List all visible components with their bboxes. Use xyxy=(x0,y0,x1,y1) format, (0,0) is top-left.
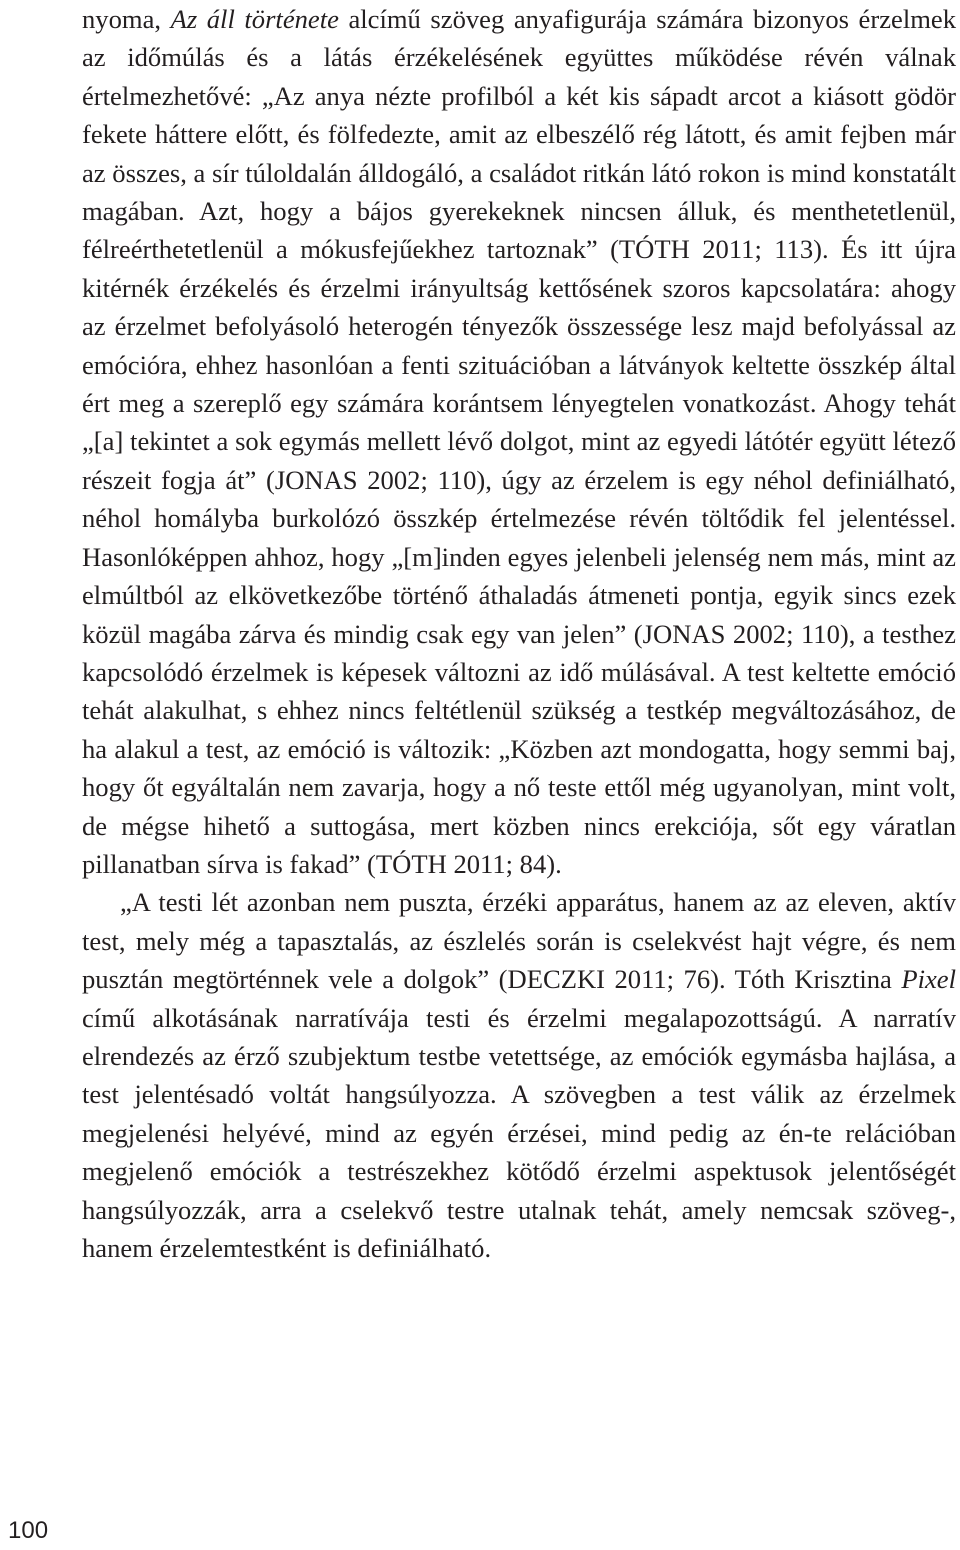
italic-title-az-all-tortenete: Az áll története xyxy=(170,4,339,34)
paragraph-2 xyxy=(82,883,956,1267)
page-number: 100 xyxy=(8,1517,49,1544)
paragraph-1 xyxy=(82,0,956,883)
body-text xyxy=(82,0,956,1267)
text-segment: című alkotásának narratívája testi és érzelmi megalapozottságú. A narratív elrendezés az érző szubjektum testbe vetettsége, az emóciók egymásba hajlása, a test jelentésadó voltát hangsúlyozza. A szövegben a test válik az érzelmek megjelenési helyévé, mind az egyén érzései, mind pedig az én-te relációban megjelenő emóciók a testrészekhez kötődő érzelmi aspektusok jelentőségét hangsúlyozzák, arra a cselekvő testre utalnak tehát, amely nemcsak szöveg-, hanem érzelemtestként is definiálható. xyxy=(82,1002,956,1263)
text-segment: nyoma, xyxy=(82,4,171,34)
text-segment: „A testi lét azonban nem puszta, érzéki apparátus, hanem az az eleven, aktív test, mely még a tapasztalás, az észlelés során is cselekvést hajt végre, és nem pusztán megtörténnek vele a dolgok” (DECZKI 2011; 76). Tóth Krisztina xyxy=(82,887,956,995)
text-segment: alcímű szöveg anyafigurája számára bizonyos érzelmek az időmúlás és a látás érzékelésének együttes működése révén válnak értelmezhetővé: „Az anya nézte profilból a két kis sápadt arcot a kiásott gödör fekete háttere előtt, és fölfedezte, amit az elbeszélő rég látott, és amit fejben már az összes, a sír túloldalán álldogáló, a családot ritkán látó rokon is mind konstatált magában. Azt, hogy a bájos gyerekeknek nincsen álluk, és menthetetlenül, félreérthetetlenül a mókusfejűekhez tartoznak” (TÓTH 2011; 113). És itt újra kitérnék érzékelés és érzelmi irányultság kettősének szoros kapcsolatára: ahogy az érzelmet befolyásoló heterogén tényezők összessége lesz majd befolyással az emócióra, ehhez hasonlóan a fenti szituációban a látványok keltette összkép által ért meg a szereplő egy számára korántsem lényegtelen vonatkozást. Ahogy tehát „[a] tekintet a sok egymás mellett lévő dolgot, mint az egyedi látótér együtt létező részeit fogja át” (JONAS 2002; 110), úgy az érzelem is egy néhol definiálható, néhol homályba burkolózó összkép értelmezése révén töltődik fel jelentéssel. Hasonlóképpen ahhoz, hogy „[m]inden egyes jelenbeli jelenség nem más, mint az elmúltból az elkövetkezőbe történő áthaladás átmeneti pontja, egyik sincs ezek közül magába zárva és mindig csak egy van jelen” (JONAS 2002; 110), a testhez kapcsolódó érzelmek is képesek változni az idő múlásával. A test keltette emóció tehát alakulhat, s ehhez nincs feltétlenül szükség a testkép megváltozásához, de ha alakul a test, az emóció is változik: „Közben azt mondogatta, hogy semmi baj, hogy őt egyáltalán nem zavarja, hogy a nő teste ettől még ugyanolyan, mint volt, de mégse hihető a suttogása, mert közben nincs erekciója, sőt egy váratlan pillanatban sírva is fakad” (TÓTH 2011; 84). xyxy=(82,4,956,879)
italic-title-pixel: Pixel xyxy=(901,964,956,995)
